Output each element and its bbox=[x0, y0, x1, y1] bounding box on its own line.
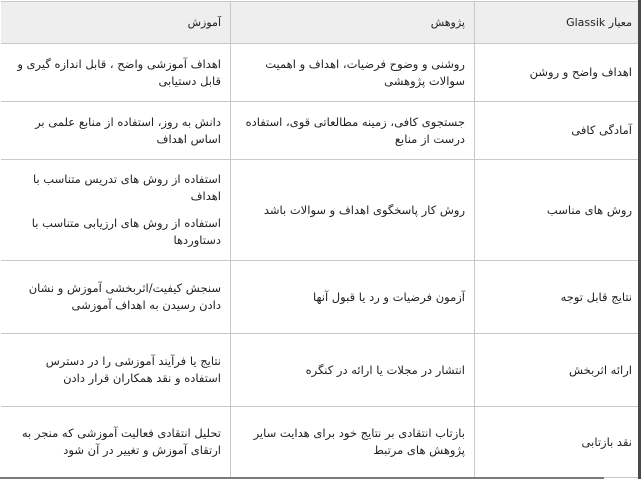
research-cell bbox=[231, 261, 475, 334]
header-education: آموزش bbox=[1, 2, 231, 44]
education-cell bbox=[1, 261, 231, 334]
criterion-cell: آمادگی کافی bbox=[475, 102, 641, 160]
header-criterion: معیار Glassik bbox=[475, 2, 641, 44]
table-row bbox=[1, 407, 641, 478]
table-row bbox=[1, 160, 641, 261]
cell-text: روشنی و وضوح فرضیات، اهداف و اهمیت سوالات پژوهشی bbox=[265, 56, 465, 88]
header-research: پژوهش bbox=[231, 2, 475, 44]
education-cell bbox=[1, 44, 231, 102]
table-row bbox=[1, 334, 641, 407]
cell-text: استفاده از روش های ارزیابی متناسب با دستاوردها bbox=[31, 216, 221, 247]
table-row bbox=[1, 44, 641, 102]
cell-text: انتشار در مجلات یا ارائه در کنگره bbox=[305, 362, 465, 377]
criterion-cell: روش های مناسب bbox=[475, 160, 641, 261]
cell-text: دانش به روز، استفاده از منابع علمی بر اساس اهداف bbox=[35, 114, 221, 146]
cell-text: روش کار پاسخگوی اهداف و سوالات باشد bbox=[263, 202, 465, 217]
cell-text: سنجش کیفیت/اثربخشی آموزش و نشان دادن رسیدن به اهداف آموزشی bbox=[28, 281, 221, 312]
table-row bbox=[1, 261, 641, 334]
cell-text: اهداف آموزشی واضح ، قابل اندازه گیری و قابل دستیابی bbox=[17, 56, 221, 88]
research-cell bbox=[231, 44, 475, 102]
criterion-cell: نتایج قابل توجه bbox=[475, 261, 641, 334]
cell-text: جستجوی کافی، زمینه مطالعاتی قوی، استفاده درست از منابع bbox=[245, 114, 465, 146]
cell-text: استفاده از روش های تدریس متناسب با اهداف bbox=[32, 172, 221, 203]
criterion-cell: نقد بازتابی bbox=[475, 407, 641, 478]
education-cell bbox=[1, 334, 231, 407]
education-cell bbox=[1, 102, 231, 160]
criterion-cell: ارائه اثربخش bbox=[475, 334, 641, 407]
cell-text: بازتاب انتقادی بر نتایج خود برای هدایت سایر پژوهش های مرتبط bbox=[253, 426, 465, 457]
cell-text: تحلیل انتقادی فعالیت آموزشی که منجر به ارتقای آموزش و تغییر در آن شود bbox=[21, 426, 221, 457]
criterion-cell: اهداف واضح و روشن bbox=[475, 44, 641, 102]
research-cell bbox=[231, 407, 475, 478]
research-cell bbox=[231, 334, 475, 407]
research-cell bbox=[231, 102, 475, 160]
table-row bbox=[1, 102, 641, 160]
research-cell bbox=[231, 160, 475, 261]
education-cell bbox=[1, 407, 231, 478]
cell-text: نتایج یا فرآیند آموزشی را در دسترس استفاده و نقد همکاران قرار دادن bbox=[45, 354, 221, 385]
header-row bbox=[1, 2, 641, 44]
glassik-criteria-table bbox=[1, 1, 641, 478]
cell-text: آزمون فرضیات و رد یا قبول آنها bbox=[312, 289, 465, 304]
education-cell bbox=[1, 160, 231, 261]
